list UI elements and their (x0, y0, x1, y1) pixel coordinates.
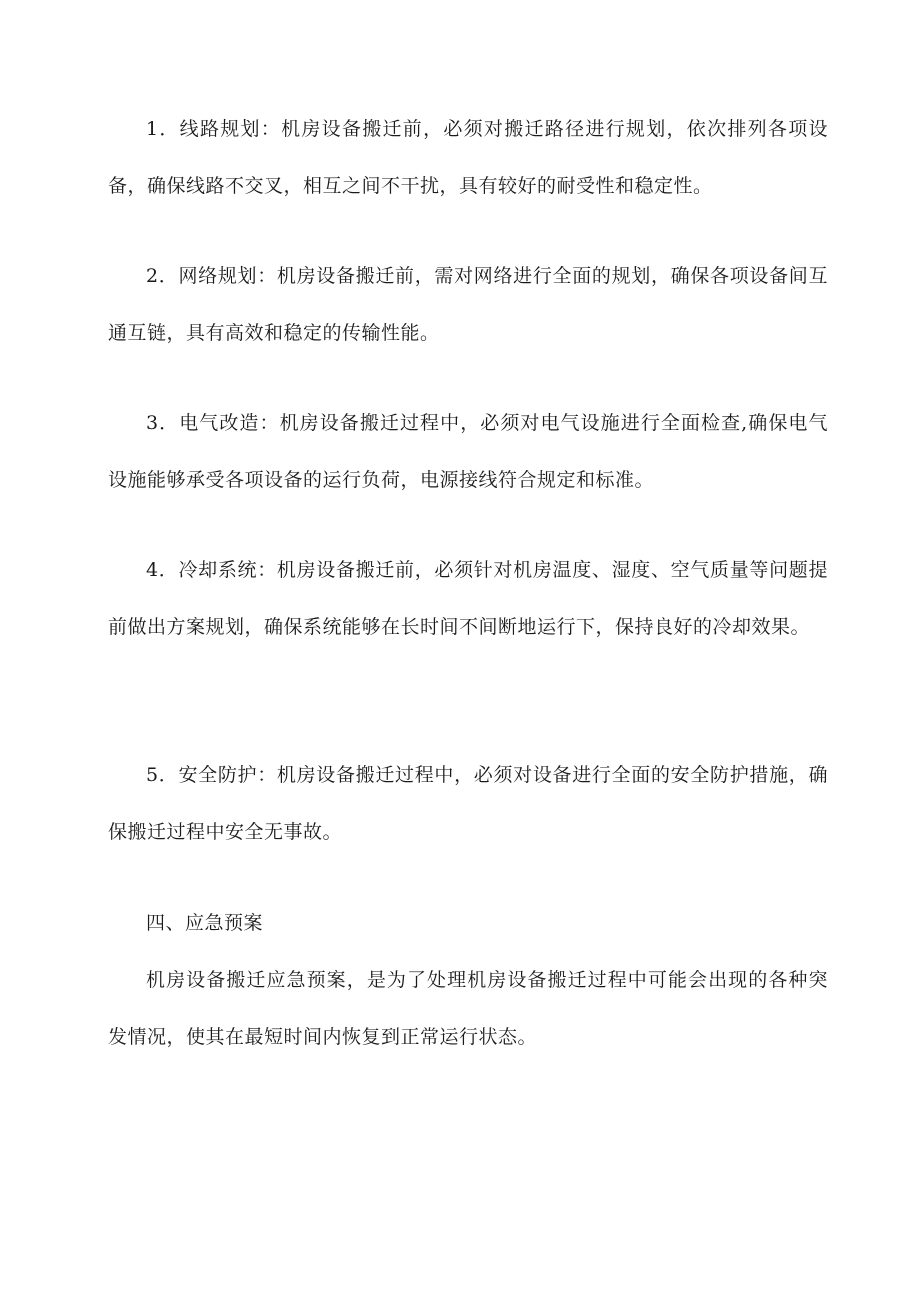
paragraph-network-planning: 2．网络规划：机房设备搬迁前，需对网络进行全面的规划，确保各项设备间互通互链，具有高效和稳定的传输性能。 (108, 265, 828, 344)
paragraph-safety-protection: 5．安全防护：机房设备搬迁过程中，必须对设备进行全面的安全防护措施，确保搬迁过程中安全无事故。 (108, 764, 828, 843)
paragraph-electrical-retrofit: 3．电气改造：机房设备搬迁过程中，必须对电气设施进行全面检查,确保电气设施能够承受各项设备的运行负荷，电源接线符合规定和标准。 (108, 412, 828, 491)
paragraph-cooling-system: 4．冷却系统：机房设备搬迁前，必须针对机房温度、湿度、空气质量等问题提前做出方案规划，确保系统能够在长时间不间断地运行下，保持良好的冷却效果。 (108, 559, 828, 638)
paragraph-line-planning: 1．线路规划：机房设备搬迁前，必须对搬迁路径进行规划，依次排列各项设备，确保线路不交叉，相互之间不干扰，具有较好的耐受性和稳定性。 (108, 118, 828, 197)
paragraph-emergency-plan: 机房设备搬迁应急预案，是为了处理机房设备搬迁过程中可能会出现的各种突发情况，使其在最短时间内恢复到正常运行状态。 (108, 969, 828, 1048)
section-heading-emergency-plan: 四、应急预案 (146, 912, 264, 934)
